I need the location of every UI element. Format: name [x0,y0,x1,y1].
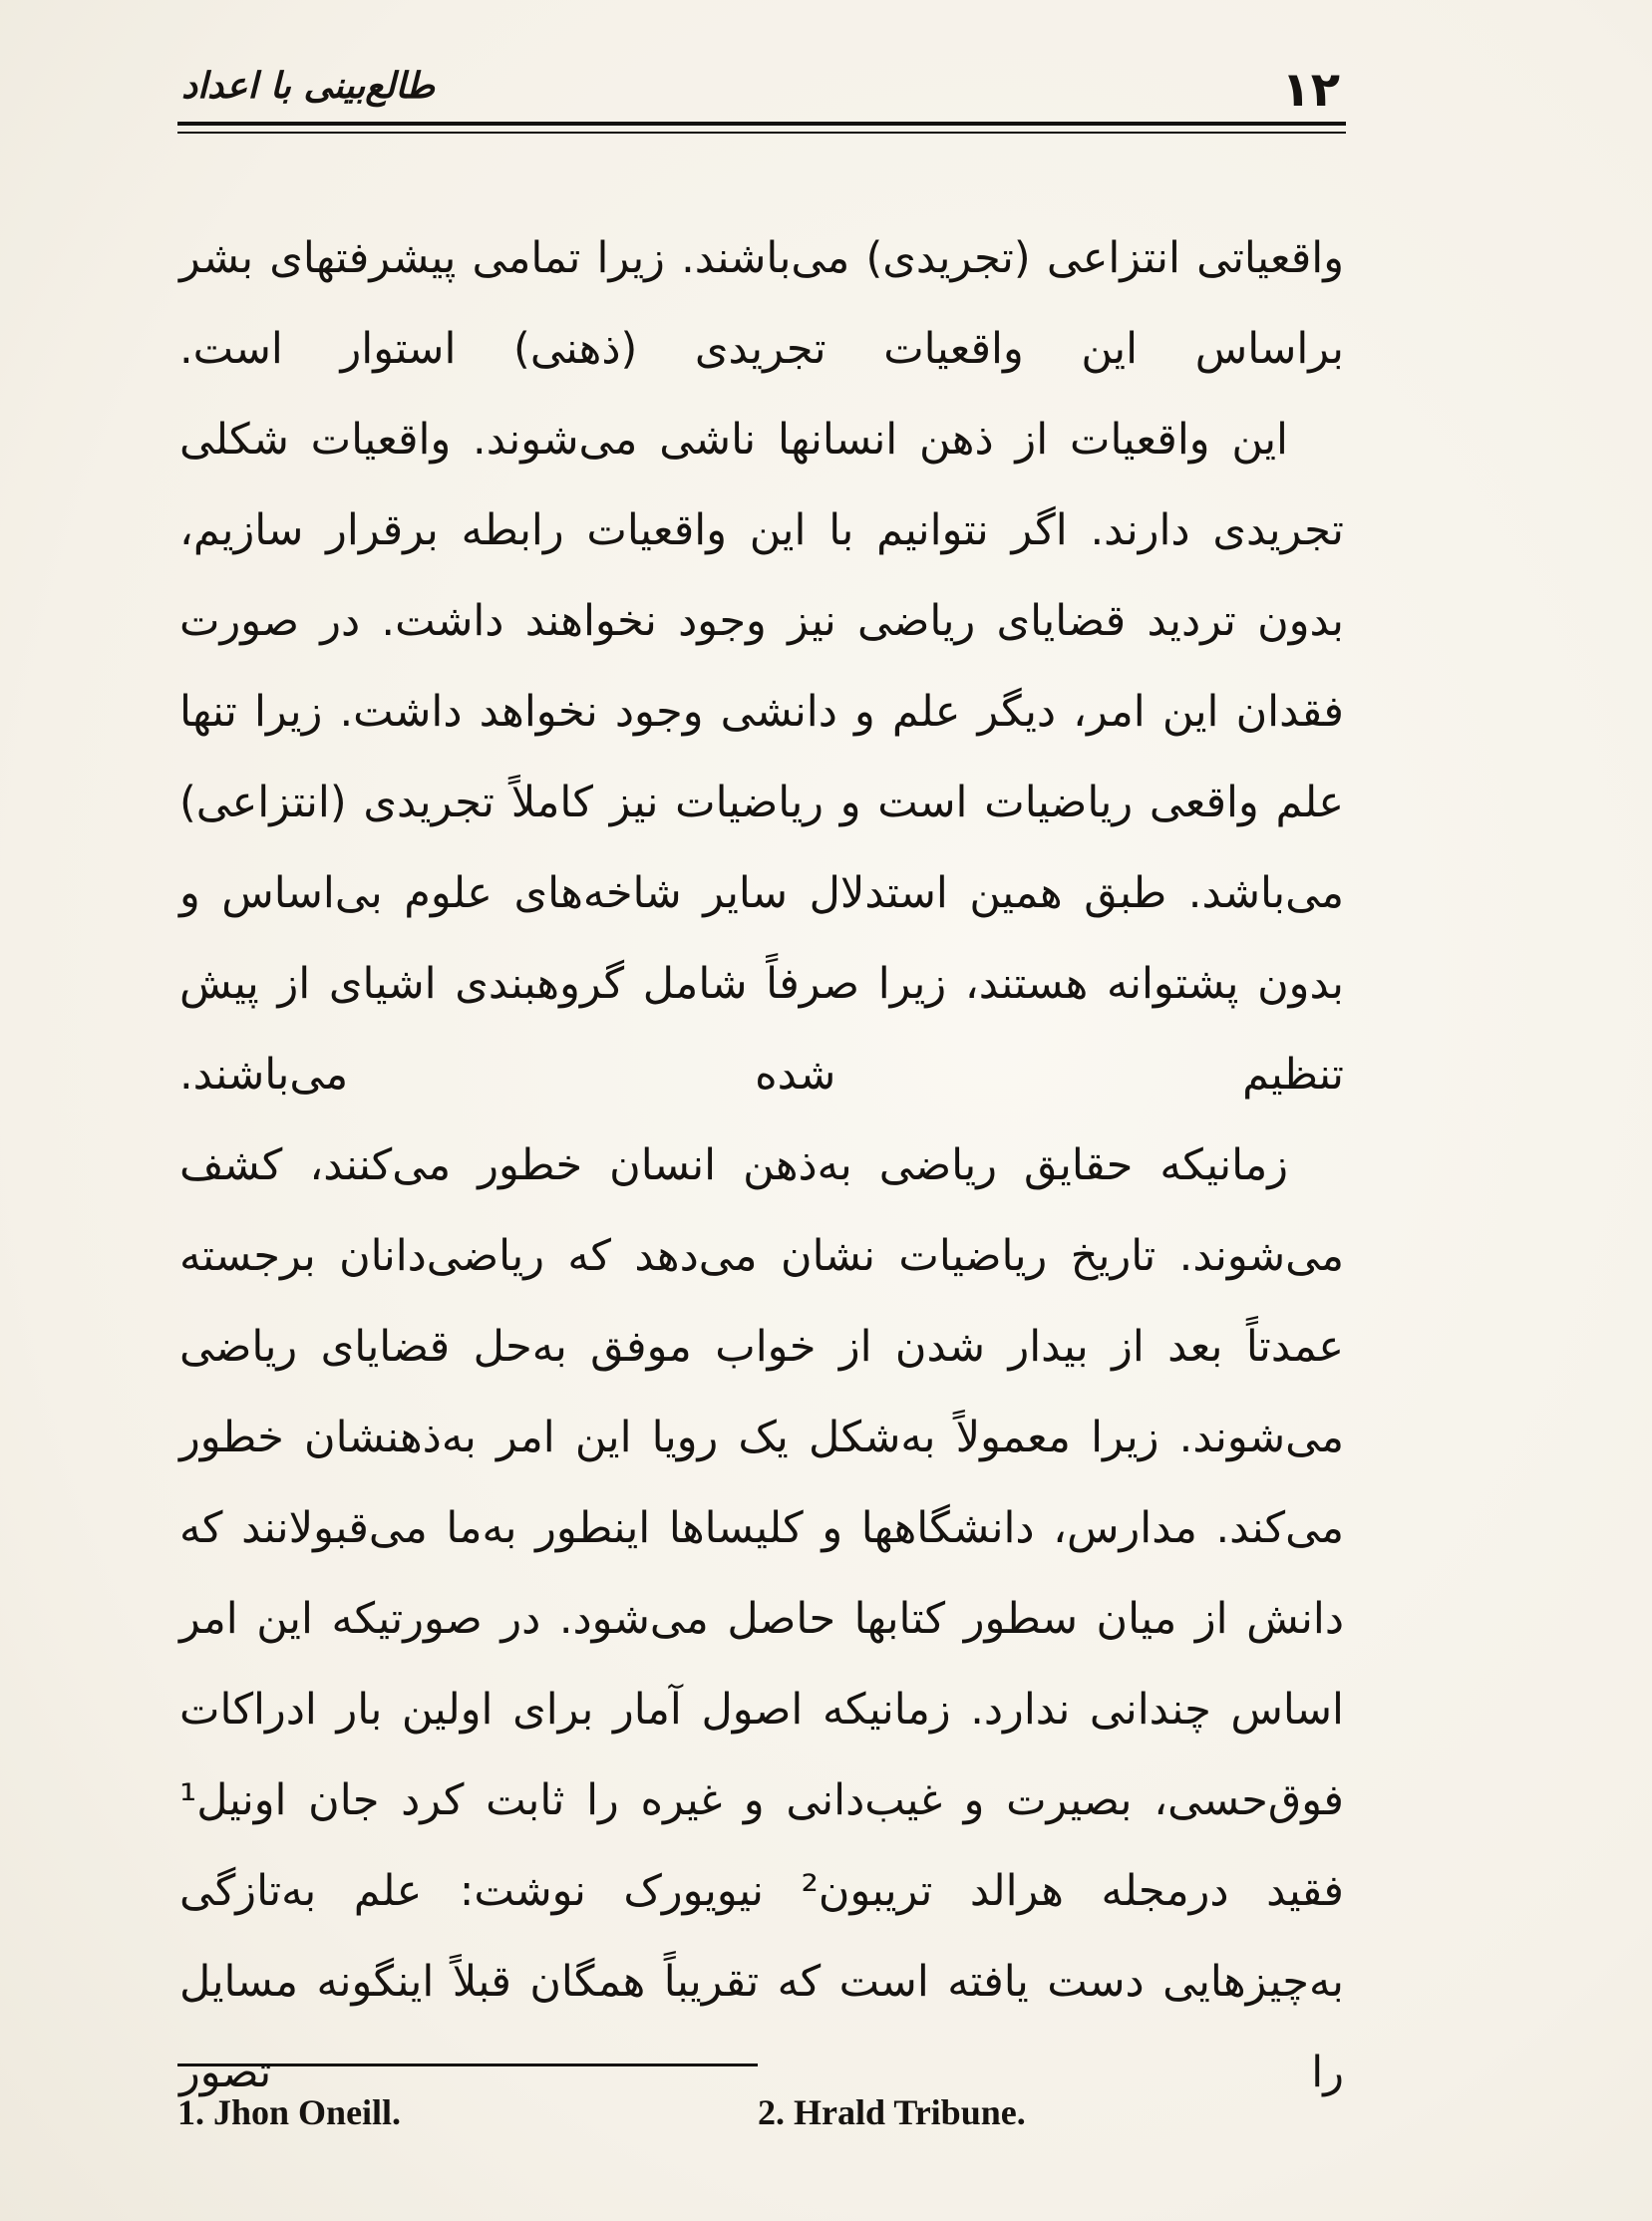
footnote-2: 2. Hrald Tribune. [758,2092,1026,2132]
paragraph-2: این واقعیات از ذهن انسانها ناشی می‌شوند. واقعیات شکلی تجریدی دارند. اگر نتوانیم با این واقعیات رابطه برقرار سازیم، بدون تردید قضایای ریاضی نیز وجود نخواهند داشت. در صورت فقدان این امر، دیگر علم و دانشی وجود نخواهد داشت. زیرا تنها علم واقعی ریاضیات است و ریاضیات نیز کاملاً تجریدی (انتزاعی) می‌باشد. طبق همین استدلال سایر شاخه‌های علوم بی‌اساس و بدون پشتوانه هستند، زیرا صرفاً شامل گروهبندی اشیای از پیش تنظیم شده می‌باشند. [179,415,1344,1100]
running-title: طالع‌بینی با اعداد [181,66,435,107]
body-text [179,213,1344,2118]
footnote-rule [177,2063,758,2066]
header-rule-thick [177,122,1346,126]
header-rule-thin [177,132,1346,134]
footnote-1: 1. Jhon Oneill. [177,2092,402,2132]
page-header [177,58,1346,130]
paragraph-1: واقعیاتی انتزاعی (تجریدی) می‌باشند. زیرا تمامی پیشرفتهای بشر براساس این واقعیات تجریدی (ذهنی) استوار است. [179,233,1344,374]
page-number: ۱۲ [1281,62,1340,118]
paragraph-3: زمانیکه حقایق ریاضی به‌ذهن انسان خطور می‌کنند، کشف می‌شوند. تاریخ ریاضیات نشان می‌دهد که ریاضی‌دانان برجسته عمدتاً بعد از بیدار شدن از خواب موفق به‌حل قضایای ریاضی می‌شوند. زیرا معمولاً به‌شکل یک رویا این امر به‌ذهنشان خطور می‌کند. مدارس، دانشگاهها و کلیساها اینطور به‌ما می‌قبولانند که دانش از میان سطور کتابها حاصل می‌شود. در صورتیکه این امر اساس چندانی ندارد. زمانیکه اصول آمار برای اولین بار ادراکات فوق‌حسی، بصیرت و غیب‌دانی و غیره را ثابت کرد جان اونیل¹ فقید درمجله هرالد تریبون² نیویورک نوشت: علم به‌تازگی به‌چیزهایی دست یافته است که تقریباً همگان قبلاً اینگونه مسایل را تصور [179,1140,1344,2097]
footnotes [177,2091,1346,2151]
